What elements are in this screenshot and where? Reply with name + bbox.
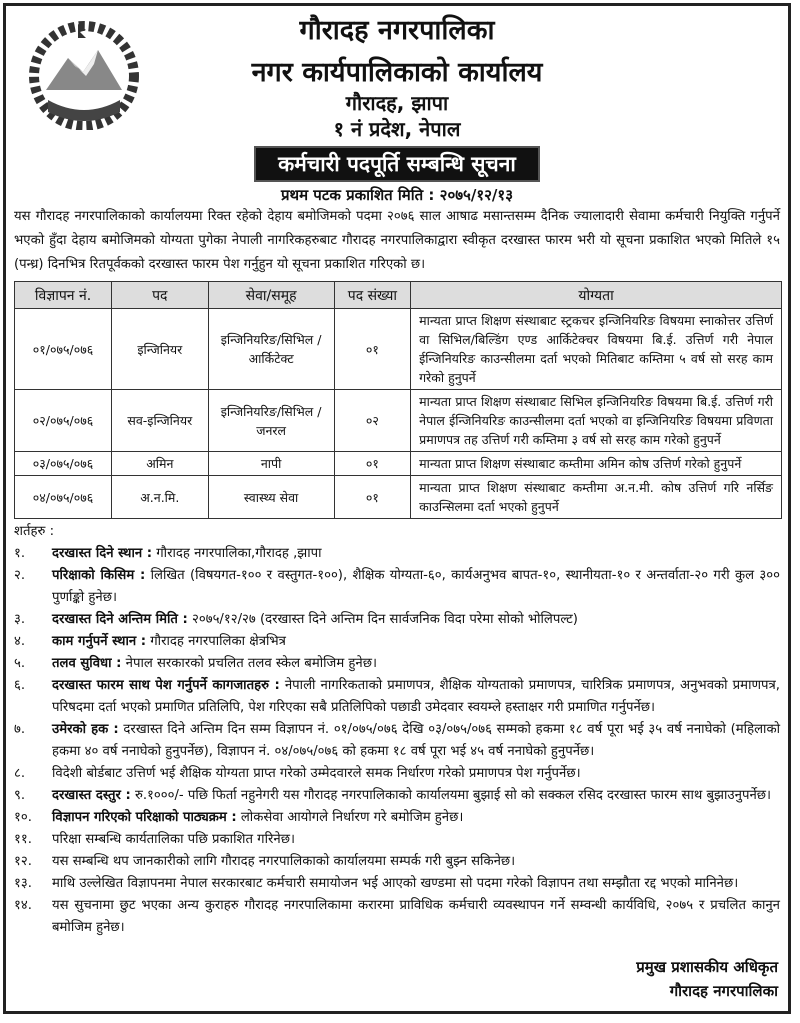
municipality-name: गौरादह नगरपालिका bbox=[299, 15, 495, 46]
term-body: परिक्षा सम्बन्धि कार्यतालिका पछि प्रकाशित गरिनेछ। bbox=[52, 832, 295, 847]
signatory-title: प्रमुख प्रशासकीय अधिकृत bbox=[636, 958, 778, 976]
term-number: ३. bbox=[14, 612, 26, 627]
table-cell: नापी bbox=[208, 452, 334, 476]
signatory-org: गौरादह नगरपालिका bbox=[669, 982, 778, 1000]
term-number: १२. bbox=[14, 854, 32, 869]
term-text bbox=[52, 543, 780, 565]
table-cell: मान्यता प्राप्त शिक्षण संस्थाबाट सिभिल इन्जिनियरिङ विषयमा बि.ई. उत्तिर्ण गरी नेपाल ईन्जिनियरिङ काउन्सीलमा दर्ता भएको वा इन्जिनियरिङ विषयमा प्रविणता प्रमाणपत्र तह उत्तिर्ण गरी कम्तिमा ३ वर्ष सो सरह काम गरेको हुनुपर्ने bbox=[411, 390, 782, 452]
term-text bbox=[52, 609, 780, 631]
table-row bbox=[15, 390, 782, 452]
table-cell: ०१ bbox=[334, 309, 410, 390]
term-item bbox=[14, 895, 780, 939]
table-row bbox=[15, 309, 782, 390]
term-item bbox=[14, 675, 780, 719]
notice-document bbox=[3, 3, 791, 1014]
term-item bbox=[14, 851, 780, 873]
term-item bbox=[14, 873, 780, 895]
office-name: नगर कार्यपालिकाको कार्यालय bbox=[251, 57, 543, 88]
term-label: उमेरको हक : bbox=[52, 722, 119, 737]
vacancy-table bbox=[14, 281, 782, 519]
table-cell: ०४/०७५/०७६ bbox=[15, 476, 112, 519]
column-header: पद संख्या bbox=[334, 282, 410, 309]
term-text bbox=[52, 873, 780, 895]
term-item bbox=[14, 807, 780, 829]
province: १ नं प्रदेश, नेपाल bbox=[333, 117, 461, 141]
term-number: ८. bbox=[14, 766, 26, 781]
term-text bbox=[52, 829, 780, 851]
term-text bbox=[52, 895, 780, 939]
table-cell: मान्यता प्राप्त शिक्षण संस्थाबाट कम्तीमा अमिन कोष उत्तिर्ण गरेको हुनुपर्ने bbox=[411, 452, 782, 476]
term-label: विज्ञापन गरिएको परिक्षाको पाठ्यक्रम : bbox=[52, 810, 237, 825]
term-number: ४. bbox=[14, 634, 26, 649]
nepal-emblem-icon bbox=[28, 20, 140, 130]
table-cell: इन्जिनियरिङ/सिभिल /जनरल bbox=[208, 390, 334, 452]
column-header: पद bbox=[112, 282, 209, 309]
term-number: १. bbox=[14, 546, 26, 561]
column-header: सेवा/समूह bbox=[208, 282, 334, 309]
table-cell: मान्यता प्राप्त शिक्षण संस्थाबाट स्ट्रकचर इन्जिनियरिङ विषयमा स्नाकोत्तर उत्तिर्ण वा सिभिल/बिल्डिंग एण्ड आर्किटेक्चर विषयमा बि.ई. उत्तिर्ण गरी नेपाल ईन्जिनियरिङ काउन्सीलमा दर्ता भएको मितिबाट कम्तिमा ५ वर्ष सो सरह काम गरेको हुनुपर्ने bbox=[411, 309, 782, 390]
term-body: लोकसेवा आयोगले निर्धारण गरे बमोजिम हुनेछ। bbox=[236, 810, 464, 825]
term-text bbox=[52, 653, 780, 675]
term-item bbox=[14, 631, 780, 653]
table-cell: ०१/०७५/०७६ bbox=[15, 309, 112, 390]
notice-title: कर्मचारी पदपूर्ति सम्बन्धि सूचना bbox=[254, 146, 540, 182]
table-cell: ०१ bbox=[334, 476, 410, 519]
term-text bbox=[52, 807, 780, 829]
table-cell: अ.न.मि. bbox=[112, 476, 209, 519]
term-label: दरखास्त दिने अन्तिम मिति : bbox=[52, 612, 188, 627]
table-cell: ०१ bbox=[334, 452, 410, 476]
term-label: दरखास्त दिने स्थान : bbox=[52, 546, 153, 561]
intro-paragraph: यस गौरादह नगरपालिकाको कार्यालयमा रिक्त रहेको देहाय बमोजिमको पदमा २०७६ साल आषाढ मसान्तसम्म दैनिक ज्यालादारी सेवामा कर्मचारी नियुक्ति गर्नुपर्ने भएको हुँदा देहाय बमोजिमको योग्यता पुगेका नेपाली नागरिकहरुबाट गौरादह नगरपालिकाद्वारा स्वीकृत दरखास्त फारम भरी यो सूचना प्रकाशित भएको मितिले १५ (पन्ध्र) दिनभित्र रितपूर्वकको दरखास्त फारम पेश गर्नुहुन यो सूचना प्रकाशित गरिएको छ। bbox=[14, 209, 780, 272]
term-body: २०७५/१२/२७ (दरखास्त दिने अन्तिम दिन सार्वजनिक विदा परेमा सोको भोलिपल्ट) bbox=[187, 612, 578, 627]
term-body: यस सुचनामा छुट भएका अन्य कुराहरु गौरादह नगरपालिकामा करारमा प्राविधिक कर्मचारी व्यवस्थापन गर्ने सम्वन्धी कार्यविधि, २०७५ र प्रचलित कानुन बमोजिम हुनेछ। bbox=[52, 898, 780, 935]
term-text bbox=[52, 785, 780, 807]
table-row bbox=[15, 452, 782, 476]
term-number: ९. bbox=[14, 788, 26, 803]
table-cell: इन्जिनियर bbox=[112, 309, 209, 390]
term-text bbox=[52, 675, 780, 719]
term-label: दरखास्त फारम साथ पेश गर्नुपर्ने कागजातहरु : bbox=[52, 678, 280, 693]
term-text bbox=[52, 851, 780, 873]
column-header: योग्यता bbox=[411, 282, 782, 309]
term-item bbox=[14, 609, 780, 631]
table-cell: अमिन bbox=[112, 452, 209, 476]
table-cell: ०२/०७५/०७६ bbox=[15, 390, 112, 452]
term-item bbox=[14, 785, 780, 807]
table-cell: मान्यता प्राप्त शिक्षण संस्थाबाट कम्तीमा अ.न.मी. कोष उत्तिर्ण गरि नर्सिङ काउन्सिलमा दर्ता भएको हुनुपर्ने bbox=[411, 476, 782, 519]
address: गौरादह, झापा bbox=[345, 91, 449, 115]
term-item bbox=[14, 763, 780, 785]
term-body: विदेशी बोर्डबाट उत्तिर्ण भई शैक्षिक योग्यता प्राप्त गरेको उम्मेदवारले समक निर्धारण गरेको प्रमाणपत्र पेश गर्नुपर्नेछ। bbox=[52, 766, 581, 781]
term-label: परिक्षाको किसिम : bbox=[52, 568, 146, 583]
term-body: रु.१०००/- पछि फिर्ता नहुनेगरी यस गौरादह नगरपालिकाको कार्यालयमा बुझाई सो को सक्कल रसिद दरखास्त फारम साथ बुझाउनुपर्नेछ। bbox=[130, 788, 772, 803]
term-label: तलव सुविधा : bbox=[52, 656, 122, 671]
term-text bbox=[52, 763, 780, 785]
table-row bbox=[15, 476, 782, 519]
term-body: गौरादह नगरपालिका क्षेत्रभित्र bbox=[146, 634, 286, 649]
term-body: दरखास्त दिने अन्तिम दिन सम्म विज्ञापन नं. ०१/०७५/०७६ देखि ०३/०७५/०७६ सम्मको हकमा १८ वर्ष पूरा भई ३५ वर्ष ननाघेको (महिलाको हकमा ४० वर्ष ननाघेको हुनुपर्नेछ), विज्ञापन नं. ०४/०७५/०७६ को हकमा १८ वर्ष पूरा भई ४५ वर्ष ननाघेको हुनुपर्नेछ। bbox=[52, 722, 781, 759]
term-number: ५. bbox=[14, 656, 26, 671]
column-header: विज्ञापन नं. bbox=[15, 282, 112, 309]
term-item bbox=[14, 565, 780, 609]
term-item bbox=[14, 543, 780, 565]
term-text bbox=[52, 565, 780, 609]
term-number: ६. bbox=[14, 678, 26, 693]
signature-block bbox=[636, 955, 778, 1003]
term-item bbox=[14, 719, 780, 763]
terms-heading: शर्तहरु : bbox=[14, 524, 55, 539]
term-label: काम गर्नुपर्ने स्थान : bbox=[52, 634, 147, 649]
term-number: १०. bbox=[14, 810, 32, 825]
term-body: लिखित (विषयगत-१०० र वस्तुगत-१००), शैक्षिक योग्यता-६०, कार्यअनुभव बापत-१०, स्थानीयता-१० र अन्तर्वाता-२० गरी कुल ३०० पुर्णाङ्को हुनेछ। bbox=[52, 568, 780, 605]
table-cell: इन्जिनियरिङ/सिभिल /आर्किटेक्ट bbox=[208, 309, 334, 390]
table-cell: ०२ bbox=[334, 390, 410, 452]
terms-section bbox=[6, 519, 788, 939]
term-number: १४. bbox=[14, 898, 32, 913]
term-text bbox=[52, 719, 780, 763]
term-number: २. bbox=[14, 568, 26, 583]
term-number: ११. bbox=[14, 832, 32, 847]
term-label: दरखास्त दस्तुर : bbox=[52, 788, 131, 803]
table-cell: ०३/०७५/०७६ bbox=[15, 452, 112, 476]
table-cell: स्वास्थ्य सेवा bbox=[208, 476, 334, 519]
term-number: १३. bbox=[14, 876, 32, 891]
term-body: गौरादह नगरपालिका,गौरादह ,झापा bbox=[152, 546, 322, 561]
publish-date: प्रथम पटक प्रकाशित मिति : २०७५/१२/१३ bbox=[280, 186, 514, 204]
term-number: ७. bbox=[14, 722, 26, 737]
term-body: नेपाली नागरिकताको प्रमाणपत्र, शैक्षिक योग्यताको प्रमाणपत्र, चारित्रिक प्रमाणपत्र, अनुभवको प्रमाणपत्र, परिषदमा दर्ता भएको प्रमाणित प्रतिलिपि, पेश गरिएका सबै प्रतिलिपिको पछाडी उमेदवार स्वयम्ले हस्ताक्षर गरी प्रमाणित गर्नुपर्नेछ। bbox=[52, 678, 780, 715]
table-cell: सव-इन्जिनियर bbox=[112, 390, 209, 452]
term-item bbox=[14, 653, 780, 675]
term-body: माथि उल्लेखित विज्ञापनमा नेपाल सरकारबाट कर्मचारी समायोजन भई आएको खण्डमा सो पदमा गरेको विज्ञापन तथा सम्झौता रद्द भएको मानिनेछ। bbox=[52, 876, 739, 891]
term-text bbox=[52, 631, 780, 653]
term-body: नेपाल सरकारको प्रचलित तलव स्केल बमोजिम हुनेछ। bbox=[121, 656, 377, 671]
term-body: यस सम्बन्धि थप जानकारीको लागि गौरादह नगरपालिकाको कार्यालयमा सम्पर्क गरी बुझ्न सकिनेछ। bbox=[52, 854, 516, 869]
term-item bbox=[14, 829, 780, 851]
